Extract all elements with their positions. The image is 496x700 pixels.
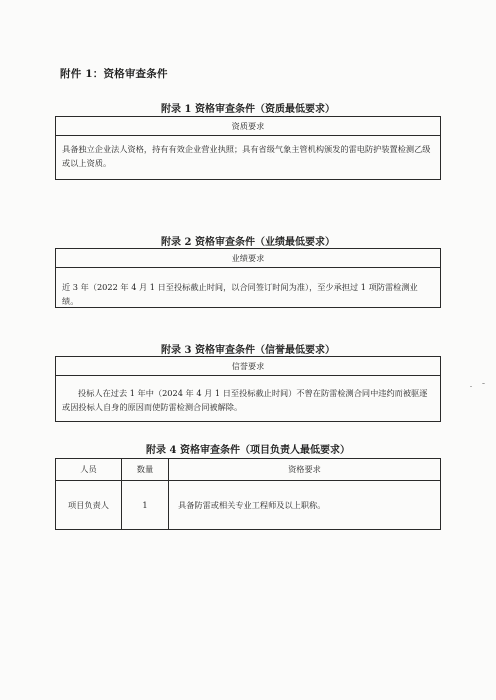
qualification-content: 具备独立企业法人资格，持有有效企业营业执照；具有省级气象主管机构颁发的雷电防护装置检测乙级或以上资质。 — [62, 144, 431, 168]
table-row — [56, 481, 441, 530]
appendix-3-box — [55, 356, 441, 422]
reputation-content: 投标人在过去 1 年中（2024 年 4 月 1 日至投标截止时间）不曾在防雷检测合同中违约而被驱逐或因投标人自身的原因而使防雷检测合同被解除。 — [62, 388, 428, 412]
column-requirement: 资格要求 — [169, 459, 441, 481]
scan-artifact — [482, 383, 485, 384]
table-header-row — [56, 459, 441, 481]
cell-role: 项目负责人 — [56, 481, 122, 530]
column-personnel: 人员 — [56, 459, 122, 481]
appendix-3-title: 附录 3 资格审查条件（信誉最低要求） — [161, 345, 335, 356]
attachment-title: 附件 1：资格审查条件 — [60, 68, 168, 80]
qualification-header: 资质要求 — [56, 117, 440, 136]
cell-count: 1 — [122, 481, 169, 530]
performance-header: 业绩要求 — [56, 249, 440, 268]
appendix-1-box — [55, 116, 441, 180]
performance-content: 近 3 年（2022 年 4 月 1 日至投标截止时间，以合同签订时间为准），至少承担过 1 项防雷检测业绩。 — [62, 282, 418, 306]
appendix-2-box — [55, 248, 441, 308]
appendix-2-title: 附录 2 资格审查条件（业绩最低要求） — [161, 237, 335, 248]
column-quantity: 数量 — [122, 459, 169, 481]
appendix-4-title: 附录 4 资格审查条件（项目负责人最低要求） — [146, 445, 350, 456]
appendix-1-title: 附录 1 资格审查条件（资质最低要求） — [161, 104, 335, 115]
cell-requirement: 具备防雷或相关专业工程师及以上职称。 — [169, 481, 441, 530]
reputation-header: 信誉要求 — [56, 357, 440, 376]
project-manager-table — [55, 458, 441, 530]
scan-artifact — [470, 386, 472, 387]
